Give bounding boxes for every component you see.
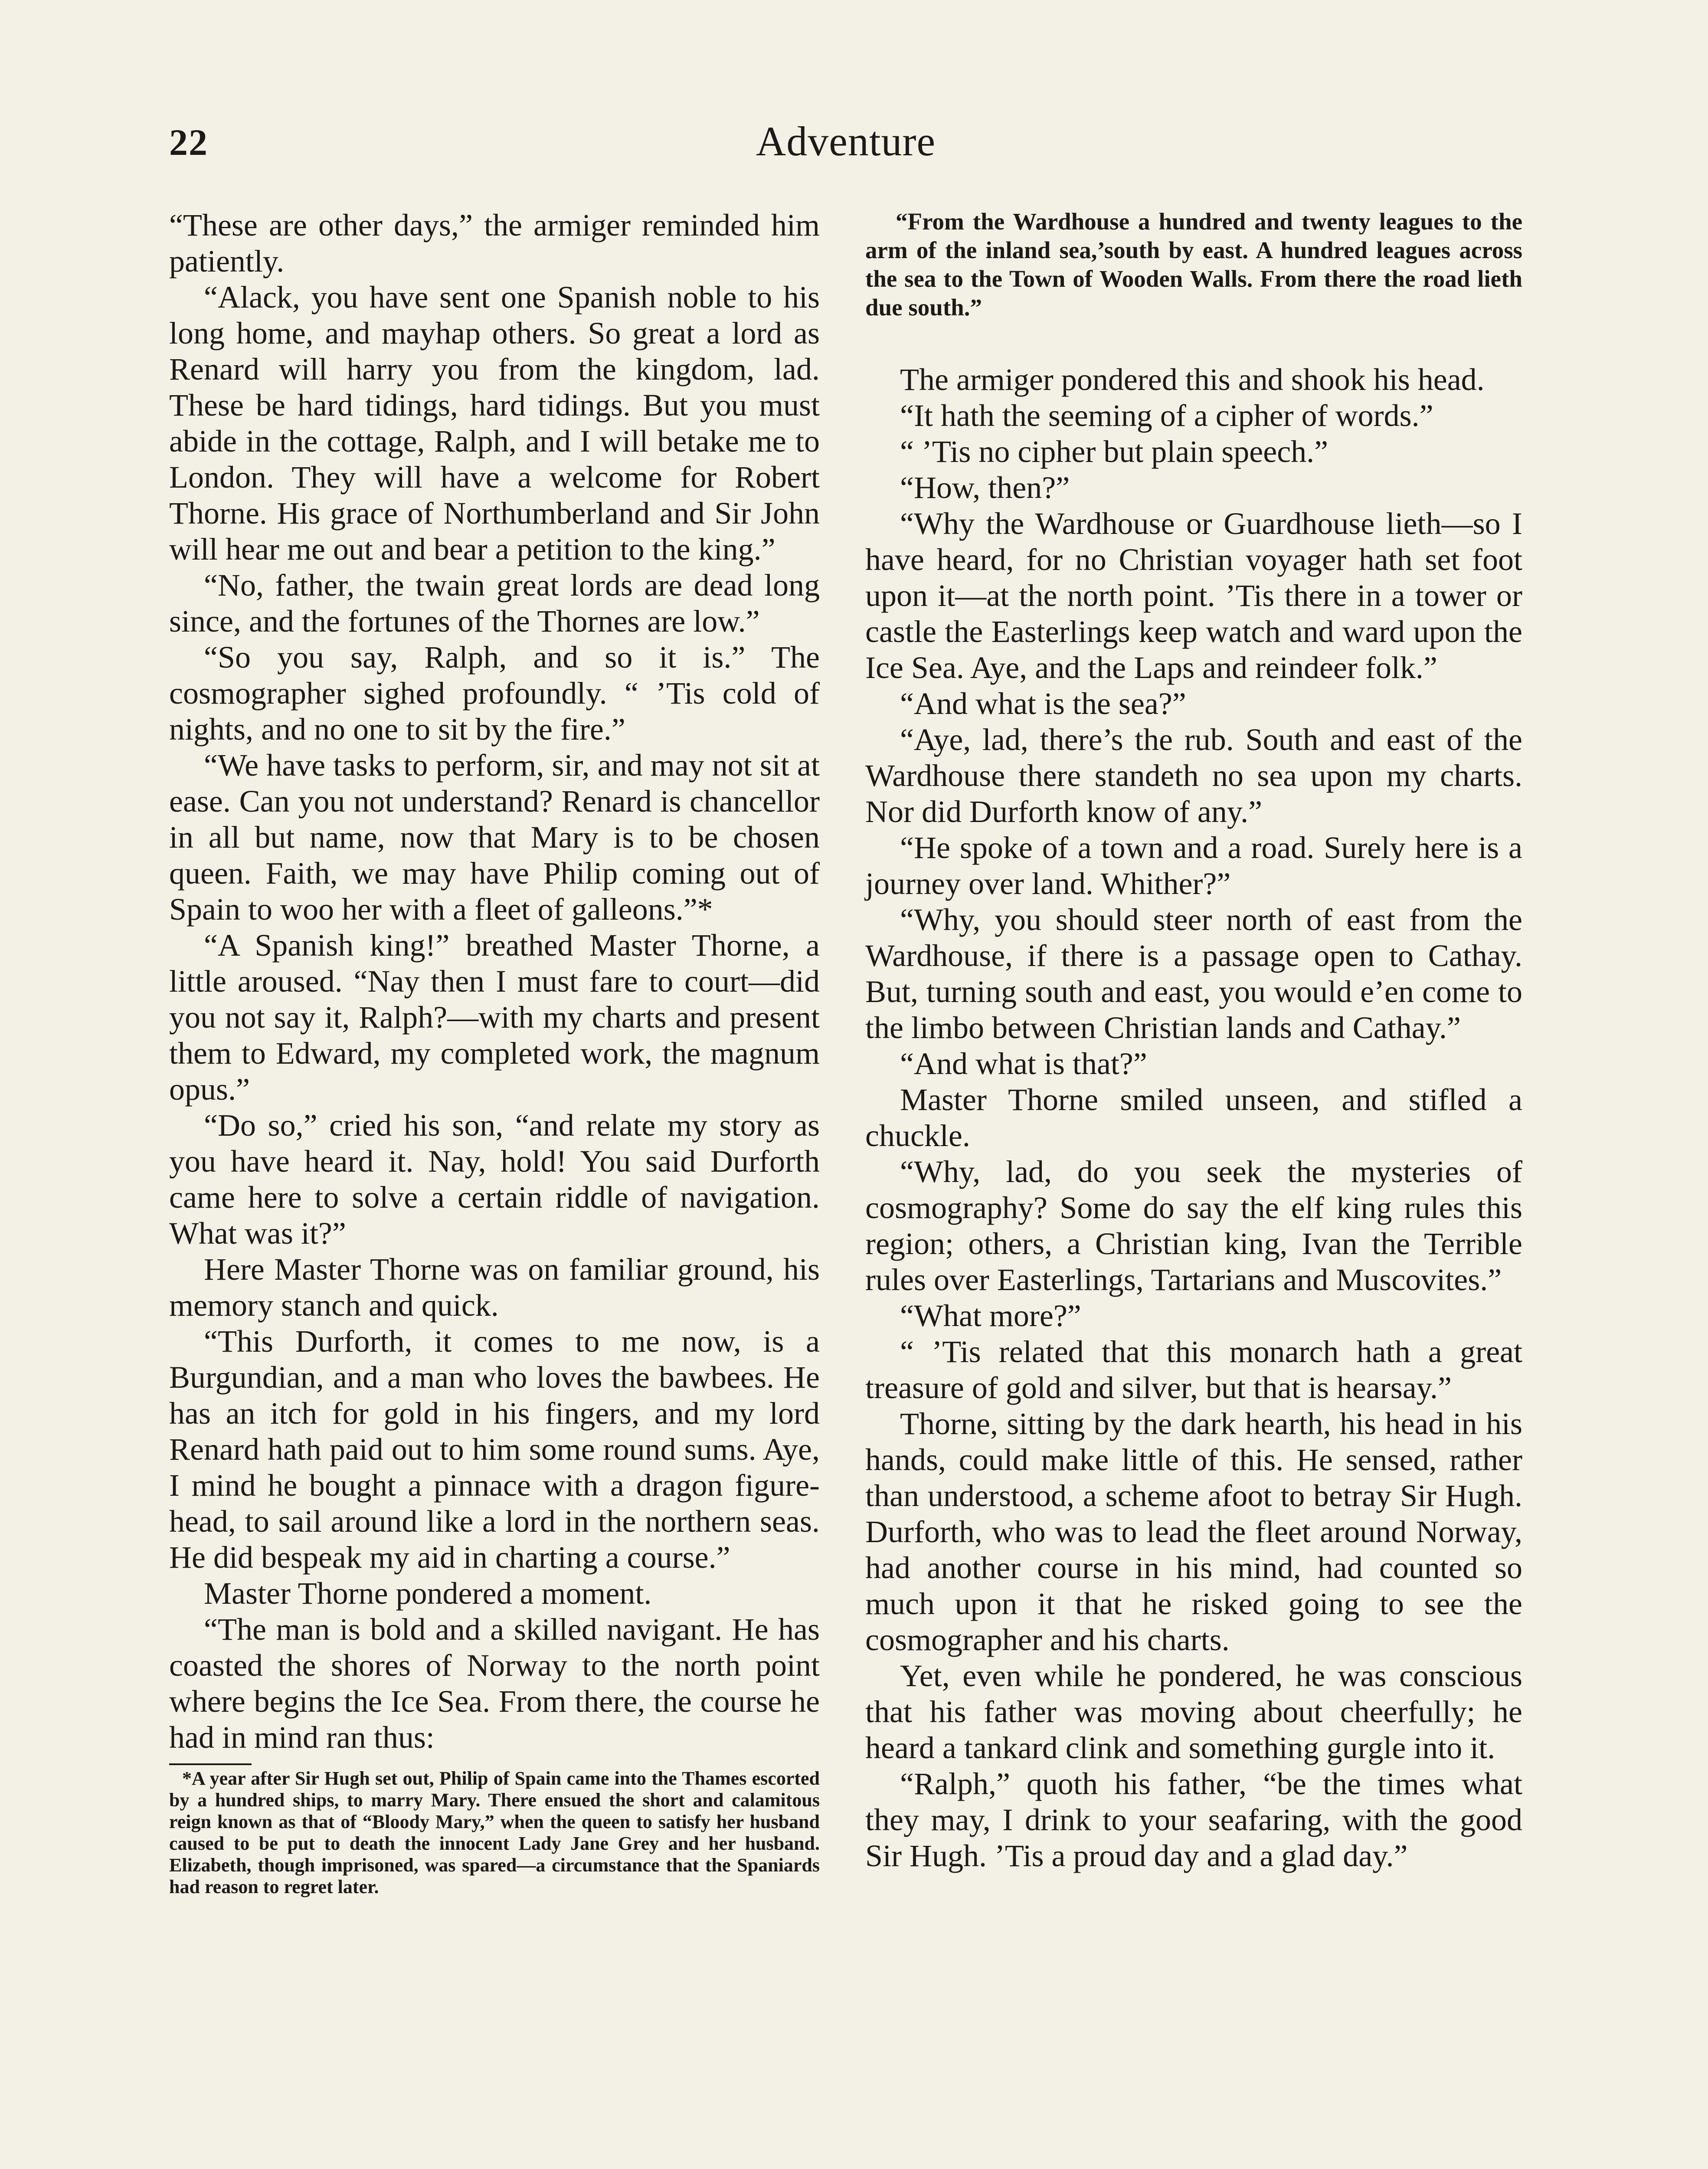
paragraph: “So you say, Ralph, and so it is.” The cosmographer sighed profoundly. “ ’Tis cold of nights, and no one to sit by the fire.” [169, 640, 820, 747]
paragraph: Master Thorne pondered a moment. [204, 1576, 652, 1611]
footnote-divider [169, 1763, 252, 1765]
footnote [169, 1768, 820, 1898]
footnote-text: *A year after Sir Hugh set out, Philip of Spain came into the Thames escorted by a hundred ships, to marry Mary. There ensued the short and calamitous reign known as that of “Bloody Mary,” when the queen to satisfy her husband caused to be put to death the innocent Lady Jane Grey and her husband. Elizabeth, though imprisoned, was spared—a circumstance that the Spaniards had reason to regret later. [169, 1768, 820, 1897]
paragraph: “How, then?” [900, 470, 1070, 505]
paragraph: Thorne, sitting by the dark hearth, his head in his hands, could make little of this. He sensed, rather than understood, a scheme afoot to betray Sir Hugh. Durforth, who was to lead the fleet around Norway, had another course in his mind, had counted so much upon it that he risked going to see the cosmographer and his charts. [865, 1406, 1522, 1657]
paragraph: “And what is the sea?” [900, 686, 1186, 721]
route-quote [865, 207, 1522, 322]
paragraph: “Why, lad, do you seek the mysteries of cosmography? Some do say the elf king rules this region; others, a Christian king, Ivan the Terrible rules over Easterlings, Tartarians and Muscovites.” [865, 1154, 1522, 1297]
left-column [169, 207, 820, 1898]
paragraph: “Aye, lad, there’s the rub. South and east of the Wardhouse there standeth no sea upon my charts. Nor did Durforth know of any.” [865, 722, 1522, 829]
paragraph: “We have tasks to perform, sir, and may not sit at ease. Can you not understand? Renard is chancellor in all but name, now that Mary is to be chosen queen. Faith, we may have Philip coming out of Spain to woo her with a fleet of galleons.”* [169, 748, 820, 927]
paragraph: “The man is bold and a skilled navigant. He has coasted the shores of Norway to the north point where begins the Ice Sea. From there, the course he had in mind ran thus: [169, 1612, 820, 1755]
running-title: Adventure [756, 118, 936, 164]
paragraph: Here Master Thorne was on familiar ground, his memory stanch and quick. [169, 1252, 820, 1323]
paragraph: “Why, you should steer north of east from the Wardhouse, if there is a passage open to Cathay. But, turning south and east, you would e’en come to the limbo between Christian lands and Cathay.” [865, 902, 1522, 1045]
paragraph: “ ’Tis no cipher but plain speech.” [900, 434, 1328, 469]
paragraph: “And what is that?” [900, 1046, 1147, 1081]
paragraph: “He spoke of a town and a road. Surely here is a journey over land. Whither?” [865, 830, 1522, 901]
paragraph: The armiger pondered this and shook his head. [900, 362, 1485, 397]
paragraph: “No, father, the twain great lords are dead long since, and the fortunes of the Thornes are low.” [169, 568, 820, 639]
right-column [865, 207, 1522, 1874]
quote-text: “From the Wardhouse a hundred and twenty leagues to the arm of the inland sea,’south by east. A hundred leagues across the sea to the Town of Wooden Walls. From there the road lieth due south.” [865, 208, 1522, 321]
paragraph: “This Durforth, it comes to me now, is a Burgundian, and a man who loves the bawbees. He has an itch for gold in his fingers, and my lord Renard hath paid out to him some round sums. Aye, I mind he bought a pinnace with a dragon figure-head, to sail around like a lord in the northern seas. He did bespeak my aid in charting a course.” [169, 1324, 820, 1575]
paragraph: Yet, even while he pondered, he was conscious that his father was moving about cheerfully; he heard a tankard clink and something gurgle into it. [865, 1658, 1522, 1765]
paragraph: “Do so,” cried his son, “and relate my story as you have heard it. Nay, hold! You said Durforth came here to solve a certain riddle of navigation. What was it?” [169, 1108, 820, 1251]
paragraph: Master Thorne smiled unseen, and stifled a chuckle. [865, 1082, 1522, 1153]
paragraph: “Why the Wardhouse or Guardhouse lieth—so I have heard, for no Christian voyager hath set foot upon it—at the north point. ’Tis there in a tower or castle the Easterlings keep watch and ward upon the Ice Sea. Aye, and the Laps and reindeer folk.” [865, 506, 1522, 685]
paragraph: “A Spanish king!” breathed Master Thorne, a little aroused. “Nay then I must fare to court—did you not say it, Ralph?—with my charts and present them to Edward, my completed work, the magnum opus.” [169, 928, 820, 1107]
paragraph: “It hath the seeming of a cipher of words.” [900, 398, 1433, 433]
paragraph: “Alack, you have sent one Spanish noble to his long home, and mayhap others. So great a lord as Renard will harry you from the kingdom, lad. These be hard tidings, hard tidings. But you must abide in the cottage, Ralph, and I will betake me to London. They will have a welcome for Robert Thorne. His grace of Northumberland and Sir John will hear me out and bear a petition to the king.” [169, 280, 820, 567]
page-number: 22 [169, 121, 208, 163]
paragraph: “Ralph,” quoth his father, “be the times what they may, I drink to your seafaring, with the good Sir Hugh. ’Tis a proud day and a glad day.” [865, 1766, 1522, 1873]
paragraph: “ ’Tis related that this monarch hath a great treasure of gold and silver, but that is hearsay.” [865, 1334, 1522, 1405]
paragraph: “These are other days,” the armiger reminded him patiently. [169, 208, 820, 278]
paragraph: “What more?” [900, 1298, 1081, 1333]
page-header [169, 117, 1522, 182]
